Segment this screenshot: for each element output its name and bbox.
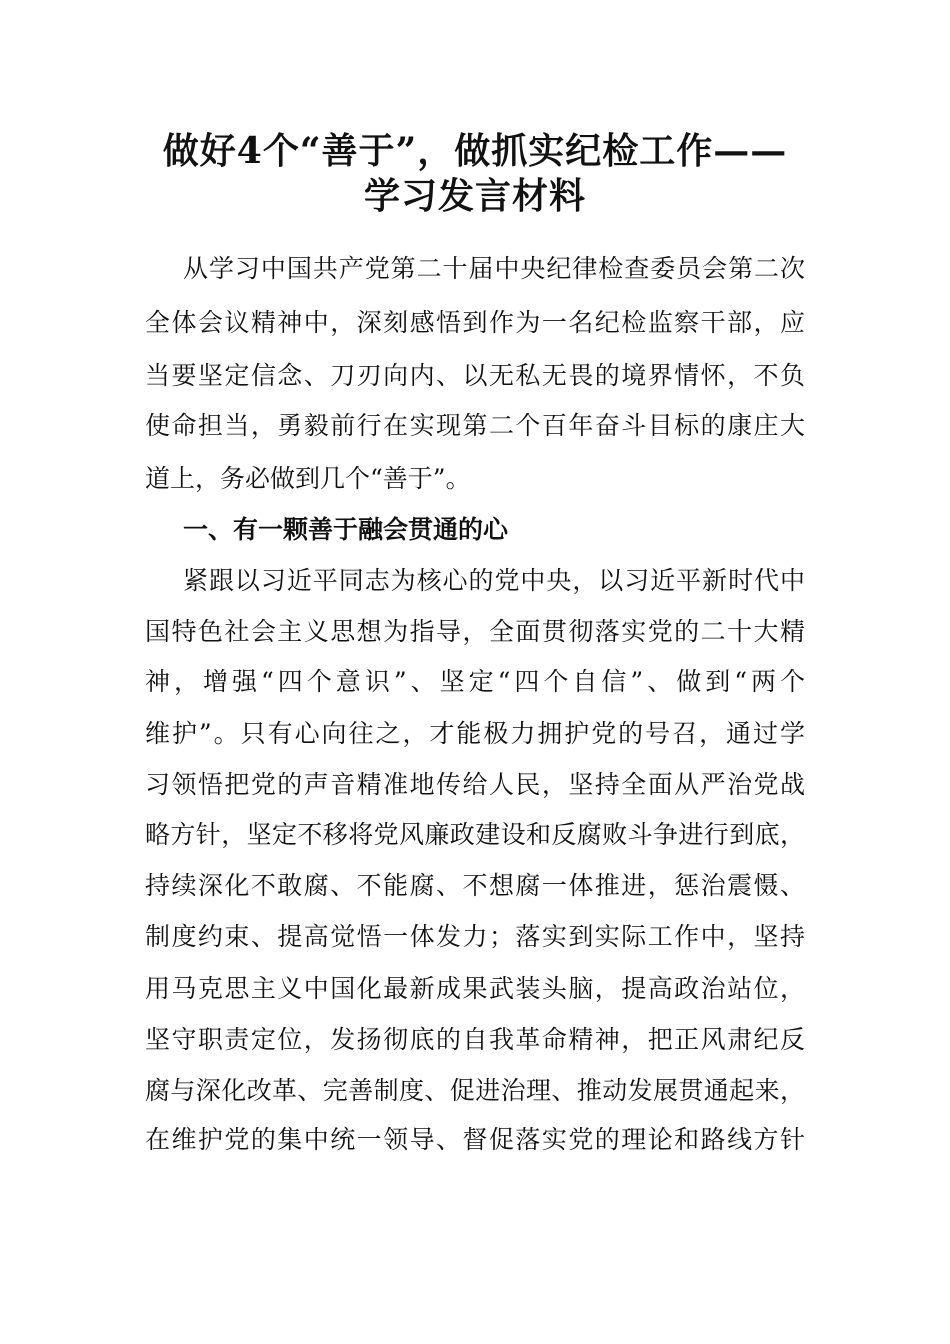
intro-paragraph-line: 道上，务必做到几个“善于”。 <box>145 464 471 493</box>
section-paragraph-line: 习领悟把党的声音精准地传给人民，坚持全面从严治党战 <box>145 770 805 799</box>
section-paragraph-line: 国特色社会主义思想为指导，全面贯彻落实党的二十大精 <box>145 617 805 646</box>
section-paragraph-line: 在维护党的集中统一领导、督促落实党的理论和路线方针 <box>145 1125 805 1154</box>
intro-paragraph-line: 从学习中国共产党第二十届中央纪律检查委员会第二次 <box>183 254 805 283</box>
intro-paragraph-line: 全体会议精神中，深刻感悟到作为一名纪检监察干部，应 <box>145 308 805 337</box>
section-paragraph-line: 制度约束、提高觉悟一体发力；落实到实际工作中，坚持 <box>145 922 805 951</box>
section-heading: 一、有一颗善于融会贯通的心 <box>183 515 509 544</box>
section-paragraph-line: 用马克思主义中国化最新成果武装头脑，提高政治站位， <box>145 974 805 1003</box>
section-paragraph-line: 持续深化不敢腐、不能腐、不想腐一体推进，惩治震慑、 <box>145 871 805 900</box>
document-title-line-1: 做好4个“善于”，做抓实纪检工作—— <box>162 130 788 172</box>
section-paragraph-line: 维护”。只有心向往之，才能极力拥护党的号召，通过学 <box>145 719 805 748</box>
document-title-line-2: 学习发言材料 <box>363 175 586 217</box>
intro-paragraph-line: 使命担当，勇毅前行在实现第二个百年奋斗目标的康庄大 <box>145 411 805 440</box>
section-paragraph-line: 腐与深化改革、完善制度、促进治理、推动发展贯通起来， <box>145 1076 805 1105</box>
section-paragraph-line: 神，增强“四个意识”、坚定“四个自信”、做到“两个 <box>145 667 805 696</box>
section-paragraph-line: 坚守职责定位，发扬彻底的自我革命精神，把正风肃纪反 <box>145 1025 805 1054</box>
section-paragraph-line: 略方针，坚定不移将党风廉政建设和反腐败斗争进行到底， <box>145 820 805 849</box>
section-paragraph-line: 紧跟以习近平同志为核心的党中央，以习近平新时代中 <box>183 566 805 595</box>
intro-paragraph-line: 当要坚定信念、刀刃向内、以无私无畏的境界情怀，不负 <box>145 361 805 390</box>
